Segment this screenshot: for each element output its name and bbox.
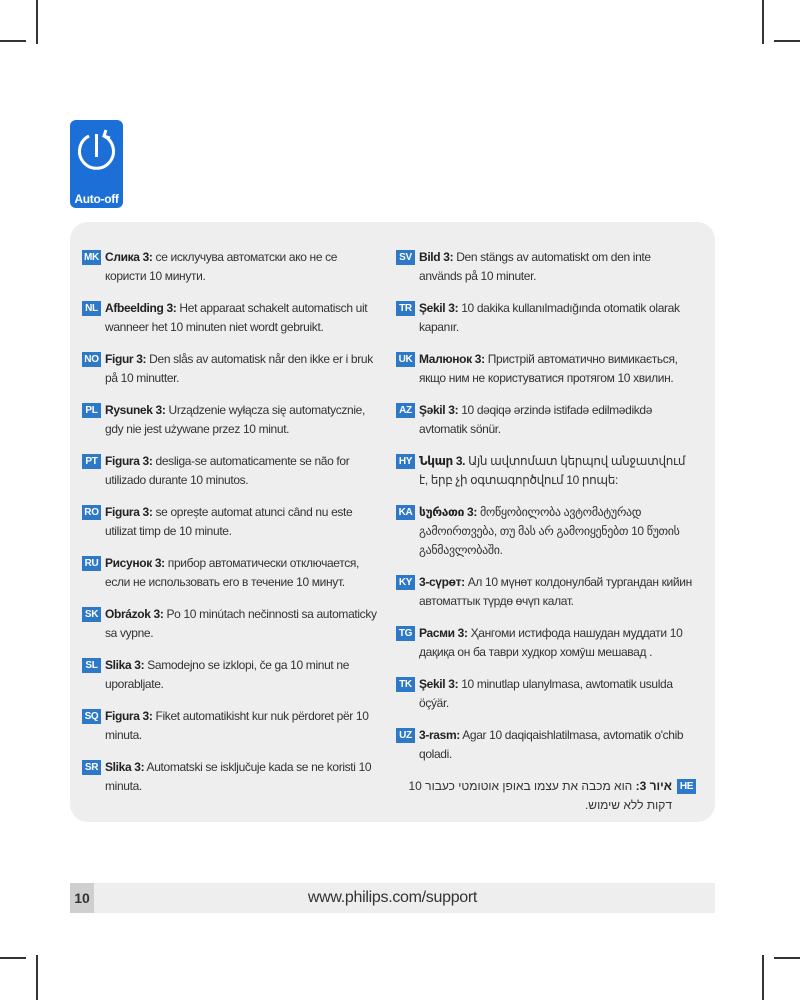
support-url[interactable]: www.philips.com/support: [307, 889, 478, 906]
language-code-badge: SV: [396, 250, 415, 265]
figure-label: Afbeelding 3:: [105, 301, 177, 315]
entry-text: მოწყობილობა ავტომატურად გამოირთვება, თუ მას არ გამოიყენებთ 10 წუთის განმავლობაში.: [419, 505, 680, 557]
figure-label: Figura 3:: [105, 505, 153, 519]
figure-label: Рисунок 3:: [105, 556, 165, 570]
figure-label: Şəkil 3:: [419, 403, 459, 417]
language-code-badge: NL: [82, 301, 101, 316]
language-entry-mk: [82, 248, 379, 286]
language-code-badge: SK: [82, 607, 101, 622]
figure-label: Slika 3:: [105, 658, 145, 672]
entry-text: Automatski se isključuje kada se ne koristi 10 minuta.: [105, 760, 372, 793]
entry-text: Ҳангоми истифода нашудан муддати 10 дақиқа он ба таври худкор хомӯш мешавад .: [419, 626, 683, 659]
entry-text: Den slås av automatisk når den ikke er i bruk på 10 minutter.: [105, 352, 373, 385]
figure-label: Slika 3:: [105, 760, 145, 774]
language-entry-ru: [82, 554, 379, 592]
entry-text: Agar 10 daqiqaishlatilmasa, avtomatik o'chib qoladi.: [419, 728, 684, 761]
footer-bar: [70, 883, 715, 913]
entry-text: 10 dakika kullanılmadığında otomatik olarak kapanır.: [419, 301, 680, 334]
entry-text: 10 minutlap ulanylmasa, awtomatik usulda öçýär.: [419, 677, 673, 710]
language-code-badge: TR: [396, 301, 415, 316]
crop-mark: [762, 955, 764, 1000]
language-entry-uk: [396, 350, 696, 388]
figure-label: Figura 3:: [105, 454, 153, 468]
entry-text: Ал 10 мүнөт колдонулбай тургандан кийин автоматтык түрдө өчүп калат.: [419, 575, 692, 608]
figure-label: Նկար 3.: [419, 454, 466, 468]
entry-text: Пристрій автоматично вимикається, якщо ним не користуватися протягом 10 хвилин.: [419, 352, 678, 385]
crop-mark: [36, 955, 38, 1000]
language-entry-hy: [396, 452, 696, 490]
figure-label: სურათი 3:: [419, 505, 477, 519]
figure-label: Şekil 3:: [419, 301, 459, 315]
language-entry-sq: [82, 707, 379, 745]
entry-text: Այն ավտոմատ կերպով անջատվում է, երբ չի օգտագործվում 10 րոպե:: [419, 454, 686, 487]
figure-label: Obrázok 3:: [105, 607, 164, 621]
figure-label: Rysunek 3:: [105, 403, 166, 417]
language-entry-no: [82, 350, 379, 388]
entry-text: Den stängs av automatiskt om den inte används på 10 minuter.: [419, 250, 651, 283]
figure-label: Şekil 3:: [419, 677, 459, 691]
language-entry-tk: [396, 675, 696, 713]
entry-text: Het apparaat schakelt automatisch uit wanneer het 10 minuten niet wordt gebruikt.: [105, 301, 368, 334]
language-entry-ka: [396, 503, 696, 560]
figure-label: Слика 3:: [105, 250, 153, 264]
entry-text: прибор автоматически отключается, если не использовать его в течение 10 минут.: [105, 556, 360, 589]
language-entry-sl: [82, 656, 379, 694]
language-entry-sr: [82, 758, 379, 796]
language-code-badge: RU: [82, 556, 101, 571]
language-entry-pt: [82, 452, 379, 490]
language-code-badge: AZ: [396, 403, 415, 418]
entry-text: Po 10 minútach nečinnosti sa automaticky sa vypne.: [105, 607, 377, 640]
figure-label: Bild 3:: [419, 250, 454, 264]
entry-text: desliga-se automaticamente se não for utilizado durante 10 minutos.: [105, 454, 350, 487]
entry-text: се исклучува автоматски ако не се користи 10 минути.: [105, 250, 338, 283]
language-entry-uz: [396, 726, 696, 764]
figure-label: 3-сүрөт:: [419, 575, 465, 589]
language-entry-ro: [82, 503, 379, 541]
language-code-badge: PL: [82, 403, 101, 418]
language-code-badge: MK: [82, 250, 101, 265]
language-entry-nl: [82, 299, 379, 337]
language-code-badge: SQ: [82, 709, 101, 724]
figure-label: Малюнок 3:: [419, 352, 485, 366]
crop-mark: [0, 40, 26, 42]
entry-text: se oprește automat atunci când nu este utilizat timp de 10 minute.: [105, 505, 353, 538]
language-entry-pl: [82, 401, 379, 439]
language-entry-tg: [396, 624, 696, 662]
language-code-badge: UZ: [396, 728, 415, 743]
entry-text: הוא מכבה את עצמו באופן אוטומטי כעבור 10 דקות ללא שימוש.: [408, 779, 672, 812]
figure-label: Расми 3:: [419, 626, 468, 640]
entry-text: Fiket automatikisht kur nuk përdoret për 10 minuta.: [105, 709, 369, 742]
content-panel: [70, 222, 715, 822]
language-code-badge: KY: [396, 575, 415, 590]
entry-text: 10 dəqiqə ərzində istifadə edilmədikdə avtomatik sönür.: [419, 403, 653, 436]
language-code-badge: HE: [677, 779, 696, 794]
language-entry-sk: [82, 605, 379, 643]
right-column: [396, 248, 696, 815]
left-column: [82, 248, 379, 809]
figure-label: איור 3:: [635, 779, 672, 793]
language-code-badge: TK: [396, 677, 415, 692]
crop-mark: [36, 0, 38, 44]
figure-label: Figura 3:: [105, 709, 153, 723]
page-number: 10: [70, 883, 94, 913]
language-code-badge: NO: [82, 352, 101, 367]
crop-mark: [774, 40, 800, 42]
language-code-badge: UK: [396, 352, 415, 367]
figure-label: 3-rasm:: [419, 728, 460, 742]
language-code-badge: SL: [82, 658, 101, 673]
language-code-badge: HY: [396, 454, 415, 469]
crop-mark: [774, 957, 800, 959]
figure-label: Figur 3:: [105, 352, 147, 366]
crop-mark: [762, 0, 764, 44]
language-entry-az: [396, 401, 696, 439]
auto-off-icon-box: [70, 120, 123, 208]
language-entry-ky: [396, 573, 696, 611]
power-icon: [76, 126, 117, 186]
language-code-badge: SR: [82, 760, 101, 775]
language-entry-tr: [396, 299, 696, 337]
language-code-badge: RO: [82, 505, 101, 520]
entry-text: Samodejno se izklopi, če ga 10 minut ne uporabljate.: [105, 658, 350, 691]
language-code-badge: PT: [82, 454, 101, 469]
language-entry-he: [396, 777, 696, 815]
entry-text: Urządzenie wyłącza się automatycznie, gdy nie jest używane przez 10 minut.: [105, 403, 365, 436]
language-code-badge: TG: [396, 626, 415, 641]
auto-off-label: Auto-off: [74, 192, 119, 206]
crop-mark: [0, 957, 26, 959]
language-entry-sv: [396, 248, 696, 286]
language-code-badge: KA: [396, 505, 415, 520]
